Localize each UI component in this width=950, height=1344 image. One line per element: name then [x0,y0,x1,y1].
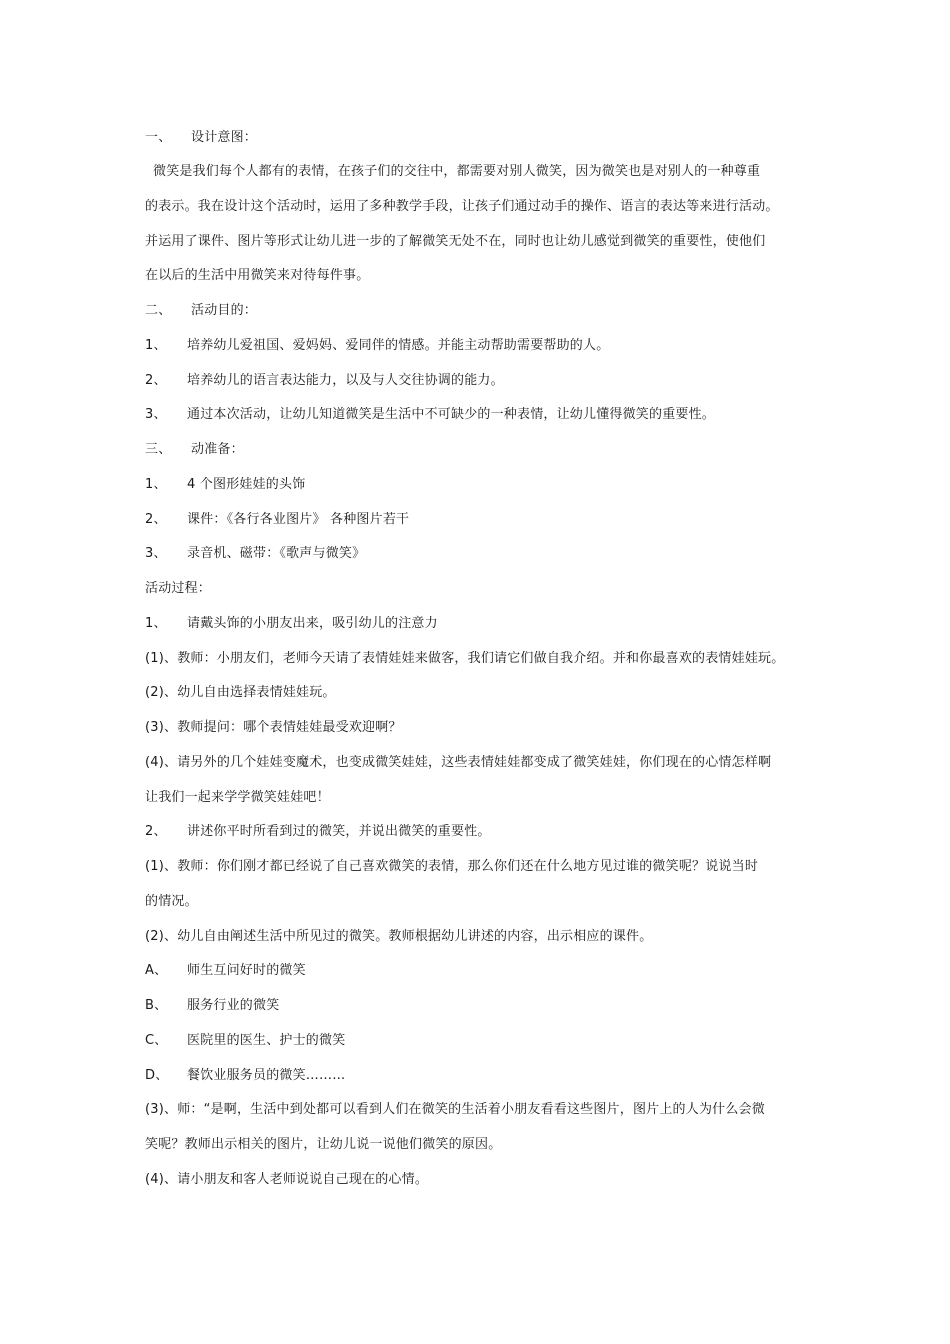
process-step [145,615,438,633]
process-step-text: 讲述你平时所看到过的微笑，并说出微笑的重要性。 [187,824,491,839]
section1-title: 设计意图： [191,130,258,145]
list-item-text: 课件：《各行各业图片》 各种图片若干 [187,512,410,527]
list-item-number: 2、 [145,373,167,388]
letter-item [145,962,306,980]
process-line: (1)、教师：你们刚才都已经说了自己喜欢微笑的表情，那么你们还在什么地方见过谁的微笑呢？说说当时 [145,859,759,874]
section1-line: 在以后的生活中用微笑来对待每件事。 [145,268,370,283]
letter-item [145,997,279,1015]
letter-item-text: 师生互问好时的微笑 [187,963,306,978]
list-item-text: 4 个图形娃娃的头饰 [187,477,306,492]
process-line: (4)、请小朋友和客人老师说说自己现在的心情。 [145,1172,429,1187]
list-item-text: 培养幼儿爱祖国、爱妈妈、爱同伴的情感。并能主动帮助需要帮助的人。 [187,338,610,353]
section2-title: 活动目的： [191,303,258,318]
list-item-number: 3、 [145,407,167,422]
process-line: (3)、师：“是啊，生活中到处都可以看到人们在微笑的生活着小朋友看看这些图片，图片上的人为什么会微 [145,1102,765,1117]
process-line: 笑呢？教师出示相关的图片，让幼儿说一说他们微笑的原因。 [145,1137,502,1152]
letter-item-label: B、 [145,998,168,1013]
list-item [145,372,504,390]
list-item-text: 录音机、磁带：《歌声与微笑》 [187,546,366,561]
list-item-number: 2、 [145,512,167,527]
section2-heading [145,302,257,320]
letter-item-label: C、 [145,1033,168,1048]
process-step-number: 2、 [145,824,167,839]
process-line: 的情况。 [145,894,198,909]
process-step-number: 1、 [145,616,167,631]
list-item [145,545,365,563]
process-step-text: 请戴头饰的小朋友出来，吸引幼儿的注意力 [187,616,438,631]
letter-item-text: 医院里的医生、护士的微笑 [187,1033,346,1048]
list-item [145,476,305,494]
list-item-text: 通过本次活动，让幼儿知道微笑是生活中不可缺少的一种表情，让幼儿懂得微笑的重要性。 [187,407,716,422]
section1-number: 一、 [145,130,172,145]
list-item [145,406,715,424]
section1-line: 并运用了课件、图片等形式让幼儿进一步的了解微笑无处不在，同时也让幼儿感觉到微笑的重要性，使他们 [145,234,766,249]
section3-number: 三、 [145,442,172,457]
process-step [145,823,491,841]
letter-item-label: A、 [145,963,168,978]
list-item-number: 3、 [145,546,167,561]
list-item [145,511,409,529]
process-line: (3)、教师提问：哪个表情娃娃最受欢迎啊？ [145,720,402,735]
section1-line: 微笑是我们每个人都有的表情，在孩子们的交往中，都需要对别人微笑，因为微笑也是对别人的一种尊重 [153,164,761,179]
section3-heading [145,441,244,459]
list-item-number: 1、 [145,477,167,492]
letter-item-label: D、 [145,1068,169,1083]
list-item [145,337,609,355]
process-line: 让我们一起来学学微笑娃娃吧！ [145,790,330,805]
process-line: (1)、教师：小朋友们，老师今天请了表情娃娃来做客，我们请它们做自我介绍。并和你最喜欢的表情娃娃玩。 [145,651,785,666]
letter-item [145,1032,345,1050]
section3-title: 动准备： [191,442,244,457]
process-line: (2)、幼儿自由选择表情娃娃玩。 [145,685,336,700]
section1-line: 的表示。我在设计这个活动时，运用了多种教学手段，让孩子们通过动手的操作、语言的表达等来进行活动。 [145,199,779,214]
list-item-number: 1、 [145,338,167,353]
list-item-text: 培养幼儿的语言表达能力，以及与人交往协调的能力。 [187,373,504,388]
process-line: (4)、请另外的几个娃娃变魔术，也变成微笑娃娃，这些表情娃娃都变成了微笑娃娃，你们现在的心情怎样啊 [145,755,772,770]
section1-heading [145,129,257,147]
letter-item [145,1067,345,1085]
process-line: (2)、幼儿自由阐述生活中所见过的微笑。教师根据幼儿讲述的内容，出示相应的课件。 [145,929,653,944]
section2-number: 二、 [145,303,172,318]
letter-item-text: 服务行业的微笑 [187,998,280,1013]
process-heading: 活动过程： [145,581,212,596]
letter-item-text: 餐饮业服务员的微笑……… [187,1068,346,1083]
